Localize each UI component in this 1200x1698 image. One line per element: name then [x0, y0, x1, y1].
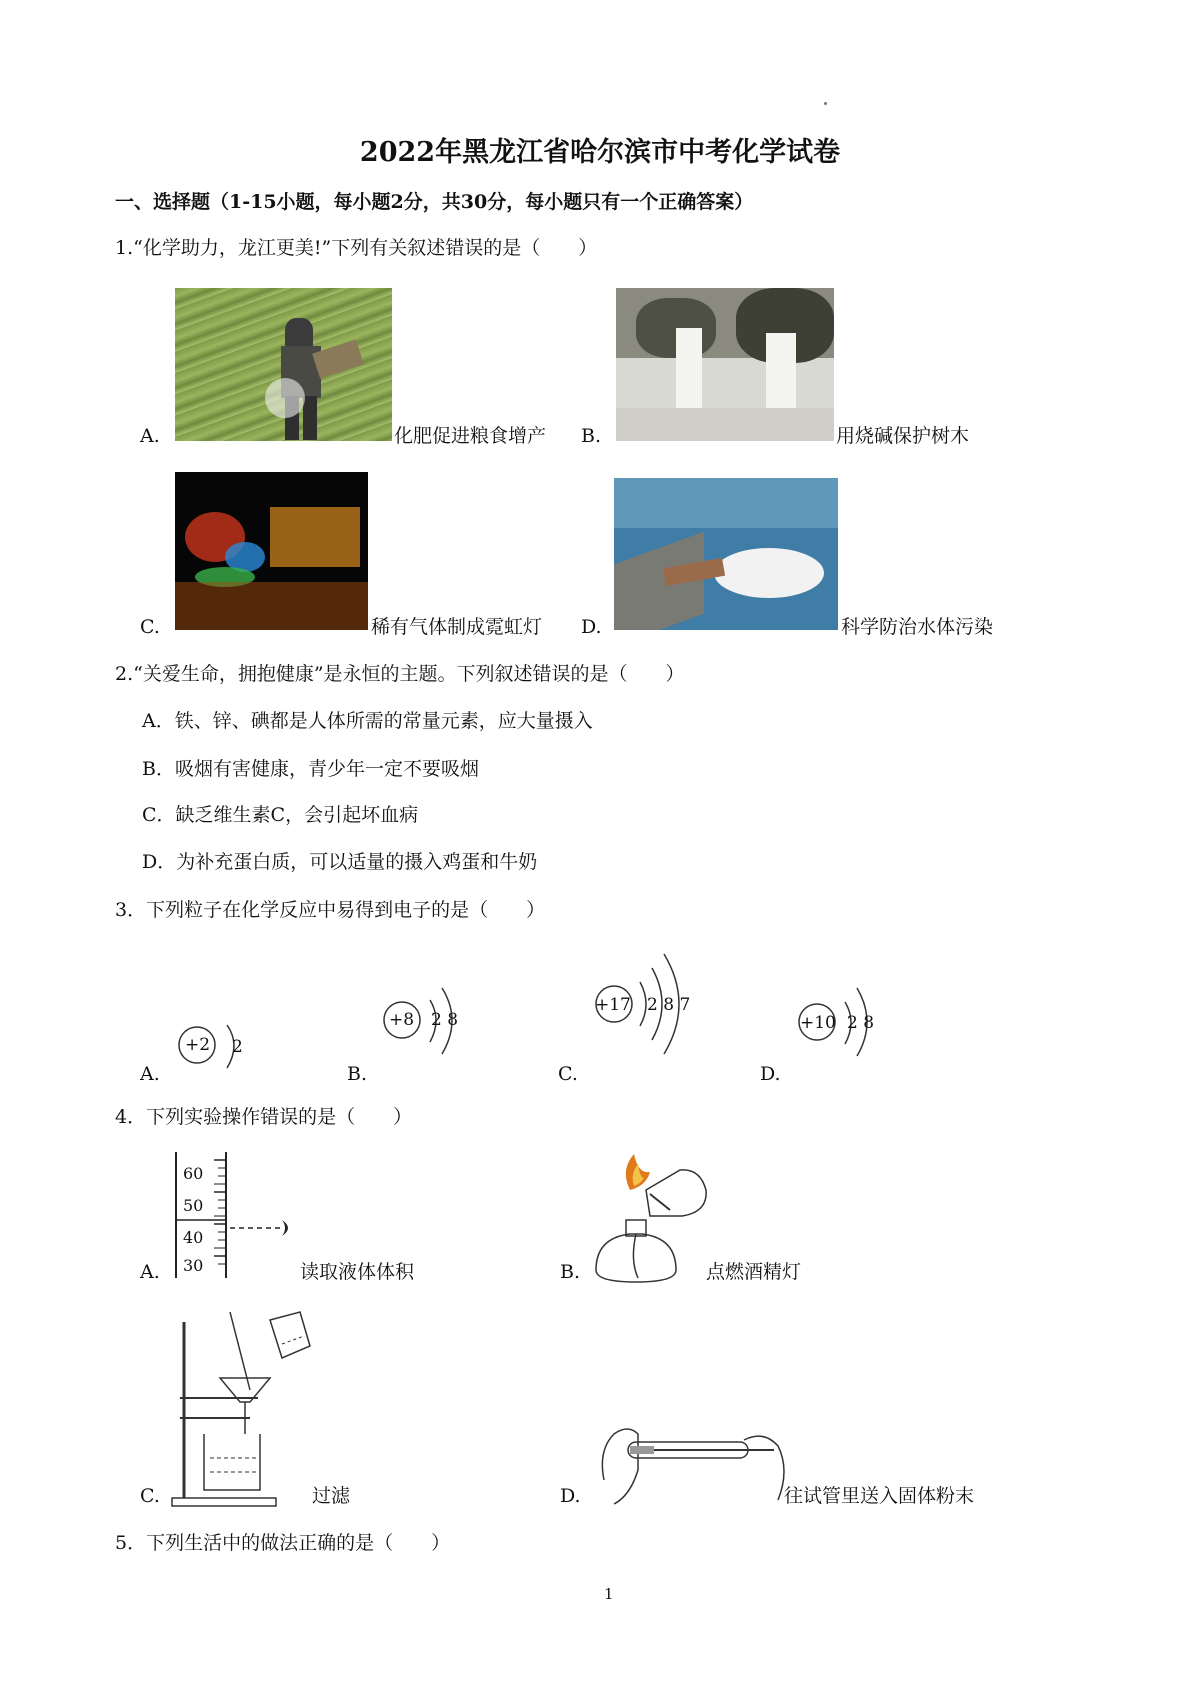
atom-d-nucleus: +10 — [800, 1013, 836, 1033]
question-4-stem: 4．下列实验操作错误的是（ ） — [115, 1106, 413, 1128]
trees-photo — [616, 288, 834, 441]
cylinder-scale-50: 50 — [183, 1196, 204, 1215]
river-pollution-photo — [614, 478, 838, 630]
q3-option-b-letter: B. — [347, 1063, 368, 1085]
atom-a-shells: 2 — [232, 1037, 243, 1057]
cylinder-scale-30: 30 — [183, 1256, 204, 1275]
q4-option-d-caption: 往试管里送入固体粉末 — [784, 1485, 975, 1507]
q4-option-c-letter: C. — [140, 1485, 160, 1507]
q1-option-b-letter: B. — [581, 425, 602, 447]
atom-b-shells: 2 8 — [431, 1010, 459, 1030]
q1-option-c-caption: 稀有气体制成霓虹灯 — [371, 616, 543, 638]
question-3-stem: 3．下列粒子在化学反应中易得到电子的是（ ） — [115, 899, 546, 921]
q1-option-c-letter: C. — [140, 616, 160, 638]
q4-option-a-letter: A. — [140, 1261, 160, 1283]
q1-option-b-caption: 用烧碱保护树木 — [836, 425, 970, 447]
section-heading: 一、选择题（1-15小题，每小题2分，共30分，每小题只有一个正确答案） — [115, 191, 754, 213]
q1-option-a-caption: 化肥促进粮食增产 — [394, 425, 547, 447]
q3-option-c-letter: C. — [558, 1063, 578, 1085]
page-title: 2022年黑龙江省哈尔滨市中考化学试卷 — [359, 137, 841, 168]
q1-option-a-letter: A. — [140, 425, 160, 447]
atom-a-nucleus: +2 — [185, 1035, 211, 1055]
q4-option-b-letter: B. — [560, 1261, 581, 1283]
q1-option-d-caption: 科学防治水体污染 — [841, 616, 994, 638]
q3-option-d-letter: D. — [760, 1063, 781, 1085]
alcohol-lamp-diagram — [590, 1150, 720, 1290]
question-5-stem: 5．下列生活中的做法正确的是（ ） — [115, 1532, 451, 1554]
q3-option-a-letter: A. — [140, 1063, 160, 1085]
farmer-field-photo — [175, 288, 392, 441]
q2-option-a: A．铁、锌、碘都是人体所需的常量元素，应大量摄入 — [142, 710, 593, 732]
atom-b-nucleus: +8 — [389, 1010, 415, 1030]
question-2-stem: 2.“关爱生命，拥抱健康”是永恒的主题。下列叙述错误的是（ ） — [115, 663, 685, 685]
q4-option-b-caption: 点燃酒精灯 — [706, 1261, 802, 1283]
cylinder-scale-40: 40 — [183, 1228, 204, 1247]
scan-dot — [824, 102, 827, 105]
atom-c-shells: 2 8 7 — [647, 995, 691, 1015]
question-1-stem: 1.“化学助力，龙江更美!”下列有关叙述错误的是（ ） — [115, 237, 598, 259]
cylinder-scale-60: 60 — [183, 1164, 204, 1183]
atom-c-nucleus: +17 — [595, 995, 631, 1015]
atom-d-shells: 2 8 — [847, 1013, 875, 1033]
q2-option-b: B．吸烟有害健康，青少年一定不要吸烟 — [142, 758, 479, 780]
q1-option-d-letter: D. — [581, 616, 602, 638]
neon-lights-photo — [175, 472, 368, 630]
filtration-setup-diagram — [170, 1310, 380, 1510]
q2-option-d: D．为补充蛋白质，可以适量的摄入鸡蛋和牛奶 — [142, 851, 538, 873]
q4-option-c-caption: 过滤 — [312, 1485, 351, 1507]
q4-option-a-caption: 读取液体体积 — [300, 1261, 415, 1283]
q2-option-c: C．缺乏维生素C，会引起坏血病 — [142, 804, 419, 826]
q4-option-d-letter: D. — [560, 1485, 581, 1507]
page-number: 1 — [604, 1585, 614, 1603]
test-tube-powder-diagram — [594, 1400, 794, 1510]
